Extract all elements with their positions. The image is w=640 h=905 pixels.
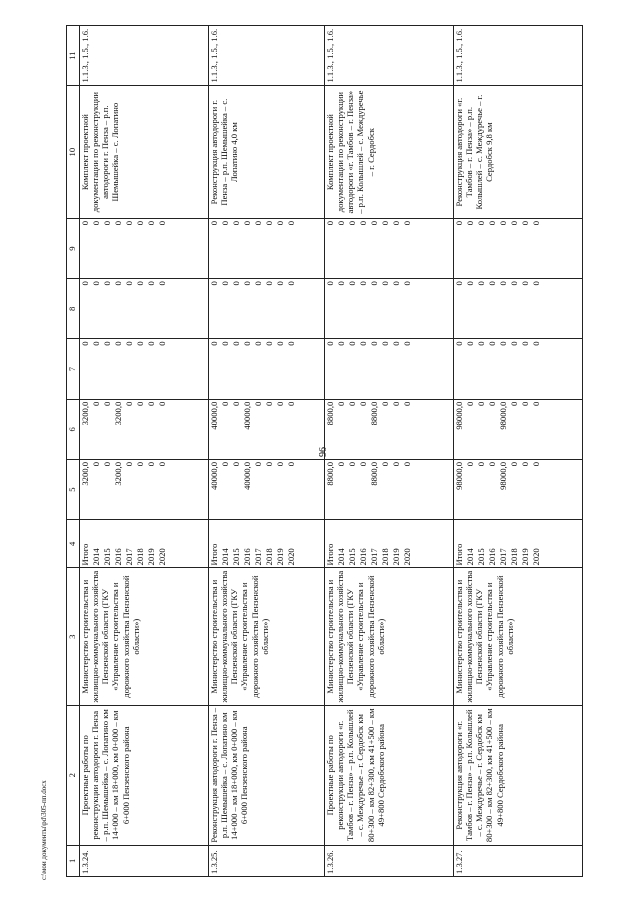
funding-value: 0: [231, 461, 241, 467]
row-number: 1.3.24.: [80, 845, 209, 876]
year-label: 2016: [358, 548, 368, 566]
activity-name: Проектные работы по реконструкции автодороги «г. Тамбов – г. Пенза» – р.п. Колышлей – с. Междуречье – г. Сердобск км 80+300 – км 82+300, км 41+500 – км 49+800 Сердобского района: [325, 705, 454, 845]
funding-value: 0: [476, 281, 486, 286]
year-list: [325, 520, 454, 568]
funding-value: 0: [209, 281, 219, 286]
funding-value: 0: [531, 220, 541, 226]
funding-value: 0: [476, 401, 486, 407]
funding-value: 0: [102, 401, 112, 407]
funding-value: 0: [336, 401, 346, 407]
funding-value: 0: [487, 220, 497, 226]
funding-values-col5: [209, 459, 325, 519]
column-number-row: [67, 26, 80, 877]
funding-value: 0: [531, 281, 541, 286]
funding-value: 0: [380, 281, 390, 286]
row-number: 1.3.25.: [209, 845, 325, 876]
funding-value: 0: [91, 281, 101, 286]
funding-value: 0: [275, 401, 285, 407]
funding-value: 0: [498, 220, 508, 226]
year-label: 2017: [369, 548, 379, 566]
funding-value: 0: [275, 341, 285, 346]
funding-value: 0: [509, 461, 519, 467]
funding-value: 0: [402, 220, 412, 226]
funding-value: 0: [135, 220, 145, 226]
funding-value: 0: [454, 281, 464, 286]
funding-value: 0: [465, 220, 475, 226]
funding-value: 0: [146, 341, 156, 346]
funding-value: 0: [209, 341, 219, 346]
funding-value: 0: [146, 281, 156, 286]
funding-value: 0: [286, 401, 296, 407]
year-label: 2014: [91, 548, 101, 566]
row-number: 1.3.27.: [454, 845, 583, 876]
funding-value: 0: [146, 461, 156, 467]
program-table: [66, 25, 583, 877]
funding-value: 0: [402, 281, 412, 286]
funding-values-col6: [454, 399, 583, 459]
funding-values-col6: [325, 399, 454, 459]
funding-value: 0: [347, 281, 357, 286]
funding-value: 0: [476, 461, 486, 467]
funding-value: 0: [325, 341, 335, 346]
funding-value: 0: [391, 341, 401, 346]
year-label: 2015: [347, 548, 357, 566]
funding-value: 0: [380, 401, 390, 407]
funding-value: 0: [531, 461, 541, 467]
funding-value: 0: [520, 220, 530, 226]
table-row: [325, 26, 454, 877]
funding-value: 0: [135, 401, 145, 407]
funding-value: 0: [231, 341, 241, 346]
expected-result: Реконструкция автодороги г. Пенза – р.п. Шемышейка – с. Лопатино 4,0 км: [209, 86, 325, 219]
funding-value: 0: [253, 341, 263, 346]
indicator-reference: 1.1.3., 1.5., 1.6.: [325, 26, 454, 86]
funding-value: 0: [325, 281, 335, 286]
year-list: [209, 520, 325, 568]
funding-value: 0: [380, 461, 390, 467]
funding-value: 0: [91, 341, 101, 346]
funding-value: 0: [391, 220, 401, 226]
year-label: 2020: [286, 548, 296, 566]
funding-value: 0: [391, 461, 401, 467]
column-header: 4: [67, 520, 80, 568]
funding-value: 0: [157, 401, 167, 407]
funding-value: 0: [264, 341, 274, 346]
expected-result: Комплект проектной документации по реконструкции автодороги «г. Тамбов – г. Пенза» – р.п. Колышлей – с. Междуречье – г. Сердобск: [325, 86, 454, 219]
funding-value: 0: [264, 401, 274, 407]
column-header: 6: [67, 399, 80, 459]
funding-value: 0: [286, 281, 296, 286]
year-list: [454, 520, 583, 568]
funding-value: 3200,0: [113, 401, 123, 426]
funding-value: 0: [369, 341, 379, 346]
year-label: 2014: [336, 548, 346, 566]
funding-value: 0: [520, 401, 530, 407]
funding-values-col7: [80, 339, 209, 399]
funding-value: 0: [231, 401, 241, 407]
year-label: 2014: [465, 548, 475, 566]
funding-value: 0: [336, 281, 346, 286]
funding-value: 0: [124, 461, 134, 467]
year-label: 2020: [157, 548, 167, 566]
year-list: [80, 520, 209, 568]
funding-value: 0: [113, 341, 123, 346]
funding-value: 0: [275, 220, 285, 226]
funding-value: 0: [157, 220, 167, 226]
funding-value: 8800,0: [369, 461, 379, 486]
column-header: 2: [67, 705, 80, 845]
expected-result: Реконструкция автодороги «г. Тамбов – г. Пенза» – р.п. Колышлей – с. Междуречье – г. Сердобск 9,8 км: [454, 86, 583, 219]
table-header: [67, 26, 80, 877]
funding-values-col5: [325, 459, 454, 519]
funding-value: 0: [124, 220, 134, 226]
funding-value: 0: [102, 220, 112, 226]
funding-value: 0: [146, 401, 156, 407]
indicator-reference: 1.1.3., 1.5., 1.6.: [209, 26, 325, 86]
funding-value: 40000,0: [242, 401, 252, 430]
funding-value: 0: [531, 341, 541, 346]
column-header: 3: [67, 568, 80, 705]
row-number: 1.3.26.: [325, 845, 454, 876]
year-label: 2016: [113, 548, 123, 566]
funding-value: 0: [80, 220, 90, 226]
funding-value: 0: [135, 341, 145, 346]
funding-values-col8: [454, 279, 583, 339]
funding-value: 0: [520, 281, 530, 286]
funding-value: 0: [231, 281, 241, 286]
funding-value: 3200,0: [80, 401, 90, 426]
funding-value: 0: [358, 401, 368, 407]
year-label: 2015: [476, 548, 486, 566]
funding-value: 0: [325, 220, 335, 226]
funding-values-col5: [80, 459, 209, 519]
funding-value: 0: [124, 341, 134, 346]
funding-value: 0: [275, 281, 285, 286]
funding-value: 0: [80, 341, 90, 346]
funding-value: 0: [465, 341, 475, 346]
year-label: Итого: [325, 543, 335, 566]
funding-value: 0: [124, 281, 134, 286]
funding-value: 0: [220, 281, 230, 286]
funding-value: 0: [220, 401, 230, 407]
funding-value: 0: [380, 341, 390, 346]
funding-value: 0: [253, 461, 263, 467]
funding-values-col9: [80, 218, 209, 278]
funding-value: 0: [520, 461, 530, 467]
funding-value: 0: [124, 401, 134, 407]
funding-value: 0: [80, 281, 90, 286]
year-label: 2017: [253, 548, 263, 566]
funding-value: 3200,0: [80, 461, 90, 486]
year-label: 2015: [231, 548, 241, 566]
funding-value: 0: [286, 341, 296, 346]
funding-value: 0: [242, 281, 252, 286]
funding-value: 0: [91, 401, 101, 407]
funding-values-col7: [454, 339, 583, 399]
funding-value: 0: [369, 220, 379, 226]
year-label: Итого: [454, 543, 464, 566]
funding-value: 0: [509, 341, 519, 346]
funding-value: 0: [286, 461, 296, 467]
funding-value: 0: [358, 220, 368, 226]
funding-value: 0: [454, 341, 464, 346]
year-label: 2016: [487, 548, 497, 566]
funding-value: 0: [509, 401, 519, 407]
funding-value: 8800,0: [325, 461, 335, 486]
funding-values-col9: [325, 218, 454, 278]
funding-value: 98000,0: [454, 461, 464, 490]
funding-value: 0: [209, 220, 219, 226]
funding-values-col8: [80, 279, 209, 339]
funding-values-col7: [325, 339, 454, 399]
funding-values-col6: [80, 399, 209, 459]
funding-value: 0: [146, 220, 156, 226]
column-header: 10: [67, 86, 80, 219]
funding-value: 0: [102, 281, 112, 286]
funding-value: 0: [391, 281, 401, 286]
funding-value: 98000,0: [498, 401, 508, 430]
funding-value: 8800,0: [325, 401, 335, 426]
funding-value: 0: [487, 281, 497, 286]
funding-value: 0: [135, 281, 145, 286]
funding-value: 0: [253, 401, 263, 407]
year-label: 2018: [509, 548, 519, 566]
funding-value: 0: [498, 341, 508, 346]
funding-value: 0: [286, 220, 296, 226]
funding-value: 0: [220, 461, 230, 467]
funding-value: 0: [509, 281, 519, 286]
executor: Министерство строительства и жилищно-коммунального хозяйства Пензенской области (ГКУ «Управление строительства и дорожного хозяйства Пензенской области»): [454, 568, 583, 705]
funding-values-col6: [209, 399, 325, 459]
funding-value: 0: [275, 461, 285, 467]
funding-value: 0: [113, 281, 123, 286]
activity-name: Реконструкция автодороги г. Пенза – р.п. Шемышейка – с. Лопатино км 14+000 – км 18+000, км 0+000 – км 6+000 Пензенского района: [209, 705, 325, 845]
funding-value: 0: [91, 220, 101, 226]
funding-value: 0: [498, 281, 508, 286]
year-label: 2016: [242, 548, 252, 566]
funding-value: 0: [358, 341, 368, 346]
funding-value: 0: [487, 461, 497, 467]
executor: Министерство строительства и жилищно-коммунального хозяйства Пензенской области (ГКУ «Управление строительства и дорожного хозяйства Пензенской области»): [209, 568, 325, 705]
funding-value: 0: [264, 220, 274, 226]
year-label: 2020: [402, 548, 412, 566]
funding-value: 0: [157, 341, 167, 346]
funding-value: 0: [465, 401, 475, 407]
funding-value: 8800,0: [369, 401, 379, 426]
year-label: 2018: [135, 548, 145, 566]
rotated-table-container: [66, 25, 604, 877]
executor: Министерство строительства и жилищно-коммунального хозяйства Пензенской области (ГКУ «Управление строительства и дорожного хозяйства Пензенской области»): [325, 568, 454, 705]
funding-values-col9: [209, 218, 325, 278]
funding-value: 0: [509, 220, 519, 226]
year-label: 2019: [275, 548, 285, 566]
funding-value: 0: [347, 401, 357, 407]
funding-value: 0: [465, 461, 475, 467]
funding-value: 3200,0: [113, 461, 123, 486]
year-label: 2019: [391, 548, 401, 566]
funding-value: 0: [113, 220, 123, 226]
funding-value: 0: [531, 401, 541, 407]
funding-value: 0: [91, 461, 101, 467]
column-header: 7: [67, 339, 80, 399]
year-label: Итого: [80, 543, 90, 566]
year-label: 2014: [220, 548, 230, 566]
year-label: 2018: [264, 548, 274, 566]
funding-value: 0: [347, 341, 357, 346]
activity-name: Реконструкция автодороги «г. Тамбов – г. Пенза» – р.п. Колышлей – с. Междуречье – г. Сердобск км 80+300 – км 82+300, км 41+500 – км 49+800 Сердобского района: [454, 705, 583, 845]
activity-name: Проектные работы по реконструкции автодороги г. Пенза – р.п. Шемышейка – с. Лопатино км 14+000 – км 18+000, км 0+000 – км 6+000 Пензенского района: [80, 705, 209, 845]
funding-value: 0: [402, 341, 412, 346]
year-label: Итого: [209, 543, 219, 566]
funding-value: 0: [264, 281, 274, 286]
executor: Министерство строительства и жилищно-коммунального хозяйства Пензенской области (ГКУ «Управление строительства и дорожного хозяйства Пензенской области»): [80, 568, 209, 705]
column-header: 5: [67, 459, 80, 519]
funding-value: 0: [358, 281, 368, 286]
funding-value: 0: [102, 461, 112, 467]
year-label: 2015: [102, 548, 112, 566]
funding-value: 0: [336, 220, 346, 226]
table-row: [80, 26, 209, 877]
funding-value: 0: [157, 461, 167, 467]
funding-value: 0: [369, 281, 379, 286]
funding-values-col9: [454, 218, 583, 278]
year-label: 2018: [380, 548, 390, 566]
funding-value: 0: [253, 220, 263, 226]
indicator-reference: 1.1.3., 1.5., 1.6.: [454, 26, 583, 86]
funding-value: 40000,0: [242, 461, 252, 490]
funding-value: 0: [336, 341, 346, 346]
funding-value: 0: [347, 220, 357, 226]
funding-value: 0: [220, 220, 230, 226]
page-number: 96: [318, 447, 329, 457]
funding-value: 0: [253, 281, 263, 286]
table-row: [209, 26, 325, 877]
funding-value: 0: [402, 401, 412, 407]
funding-value: 0: [135, 461, 145, 467]
column-header: 1: [67, 845, 80, 876]
funding-value: 98000,0: [454, 401, 464, 430]
funding-value: 0: [476, 220, 486, 226]
funding-value: 0: [520, 341, 530, 346]
column-header: 11: [67, 26, 80, 86]
funding-value: 0: [454, 220, 464, 226]
year-label: 2019: [520, 548, 530, 566]
funding-value: 0: [264, 461, 274, 467]
funding-value: 0: [391, 401, 401, 407]
funding-value: 0: [476, 341, 486, 346]
funding-value: 0: [102, 341, 112, 346]
column-header: 8: [67, 279, 80, 339]
funding-value: 0: [231, 220, 241, 226]
year-label: 2020: [531, 548, 541, 566]
table-body: [80, 26, 583, 877]
funding-values-col8: [209, 279, 325, 339]
funding-value: 0: [402, 461, 412, 467]
indicator-reference: 1.1.3., 1.5., 1.6.: [80, 26, 209, 86]
funding-values-col8: [325, 279, 454, 339]
funding-value: 0: [220, 341, 230, 346]
year-label: 2017: [124, 548, 134, 566]
funding-value: 40000,0: [209, 401, 219, 430]
funding-values-col7: [209, 339, 325, 399]
funding-value: 0: [380, 220, 390, 226]
funding-value: 98000,0: [498, 461, 508, 490]
expected-result: Комплект проектной документации по реконструкции автодороги г. Пенза – р.п. Шемышейка – с. Лопатино: [80, 86, 209, 219]
funding-value: 0: [358, 461, 368, 467]
footer-file-path: c:\мои документы\pd\305-пп.docx: [40, 780, 48, 880]
funding-value: 0: [336, 461, 346, 467]
funding-value: 40000,0: [209, 461, 219, 490]
funding-value: 0: [465, 281, 475, 286]
year-label: 2019: [146, 548, 156, 566]
funding-value: 0: [487, 341, 497, 346]
funding-values-col5: [454, 459, 583, 519]
column-header: 9: [67, 218, 80, 278]
funding-value: 0: [242, 220, 252, 226]
funding-value: 0: [242, 341, 252, 346]
funding-value: 0: [347, 461, 357, 467]
year-label: 2017: [498, 548, 508, 566]
table-row: [454, 26, 583, 877]
funding-value: 0: [157, 281, 167, 286]
funding-value: 0: [487, 401, 497, 407]
